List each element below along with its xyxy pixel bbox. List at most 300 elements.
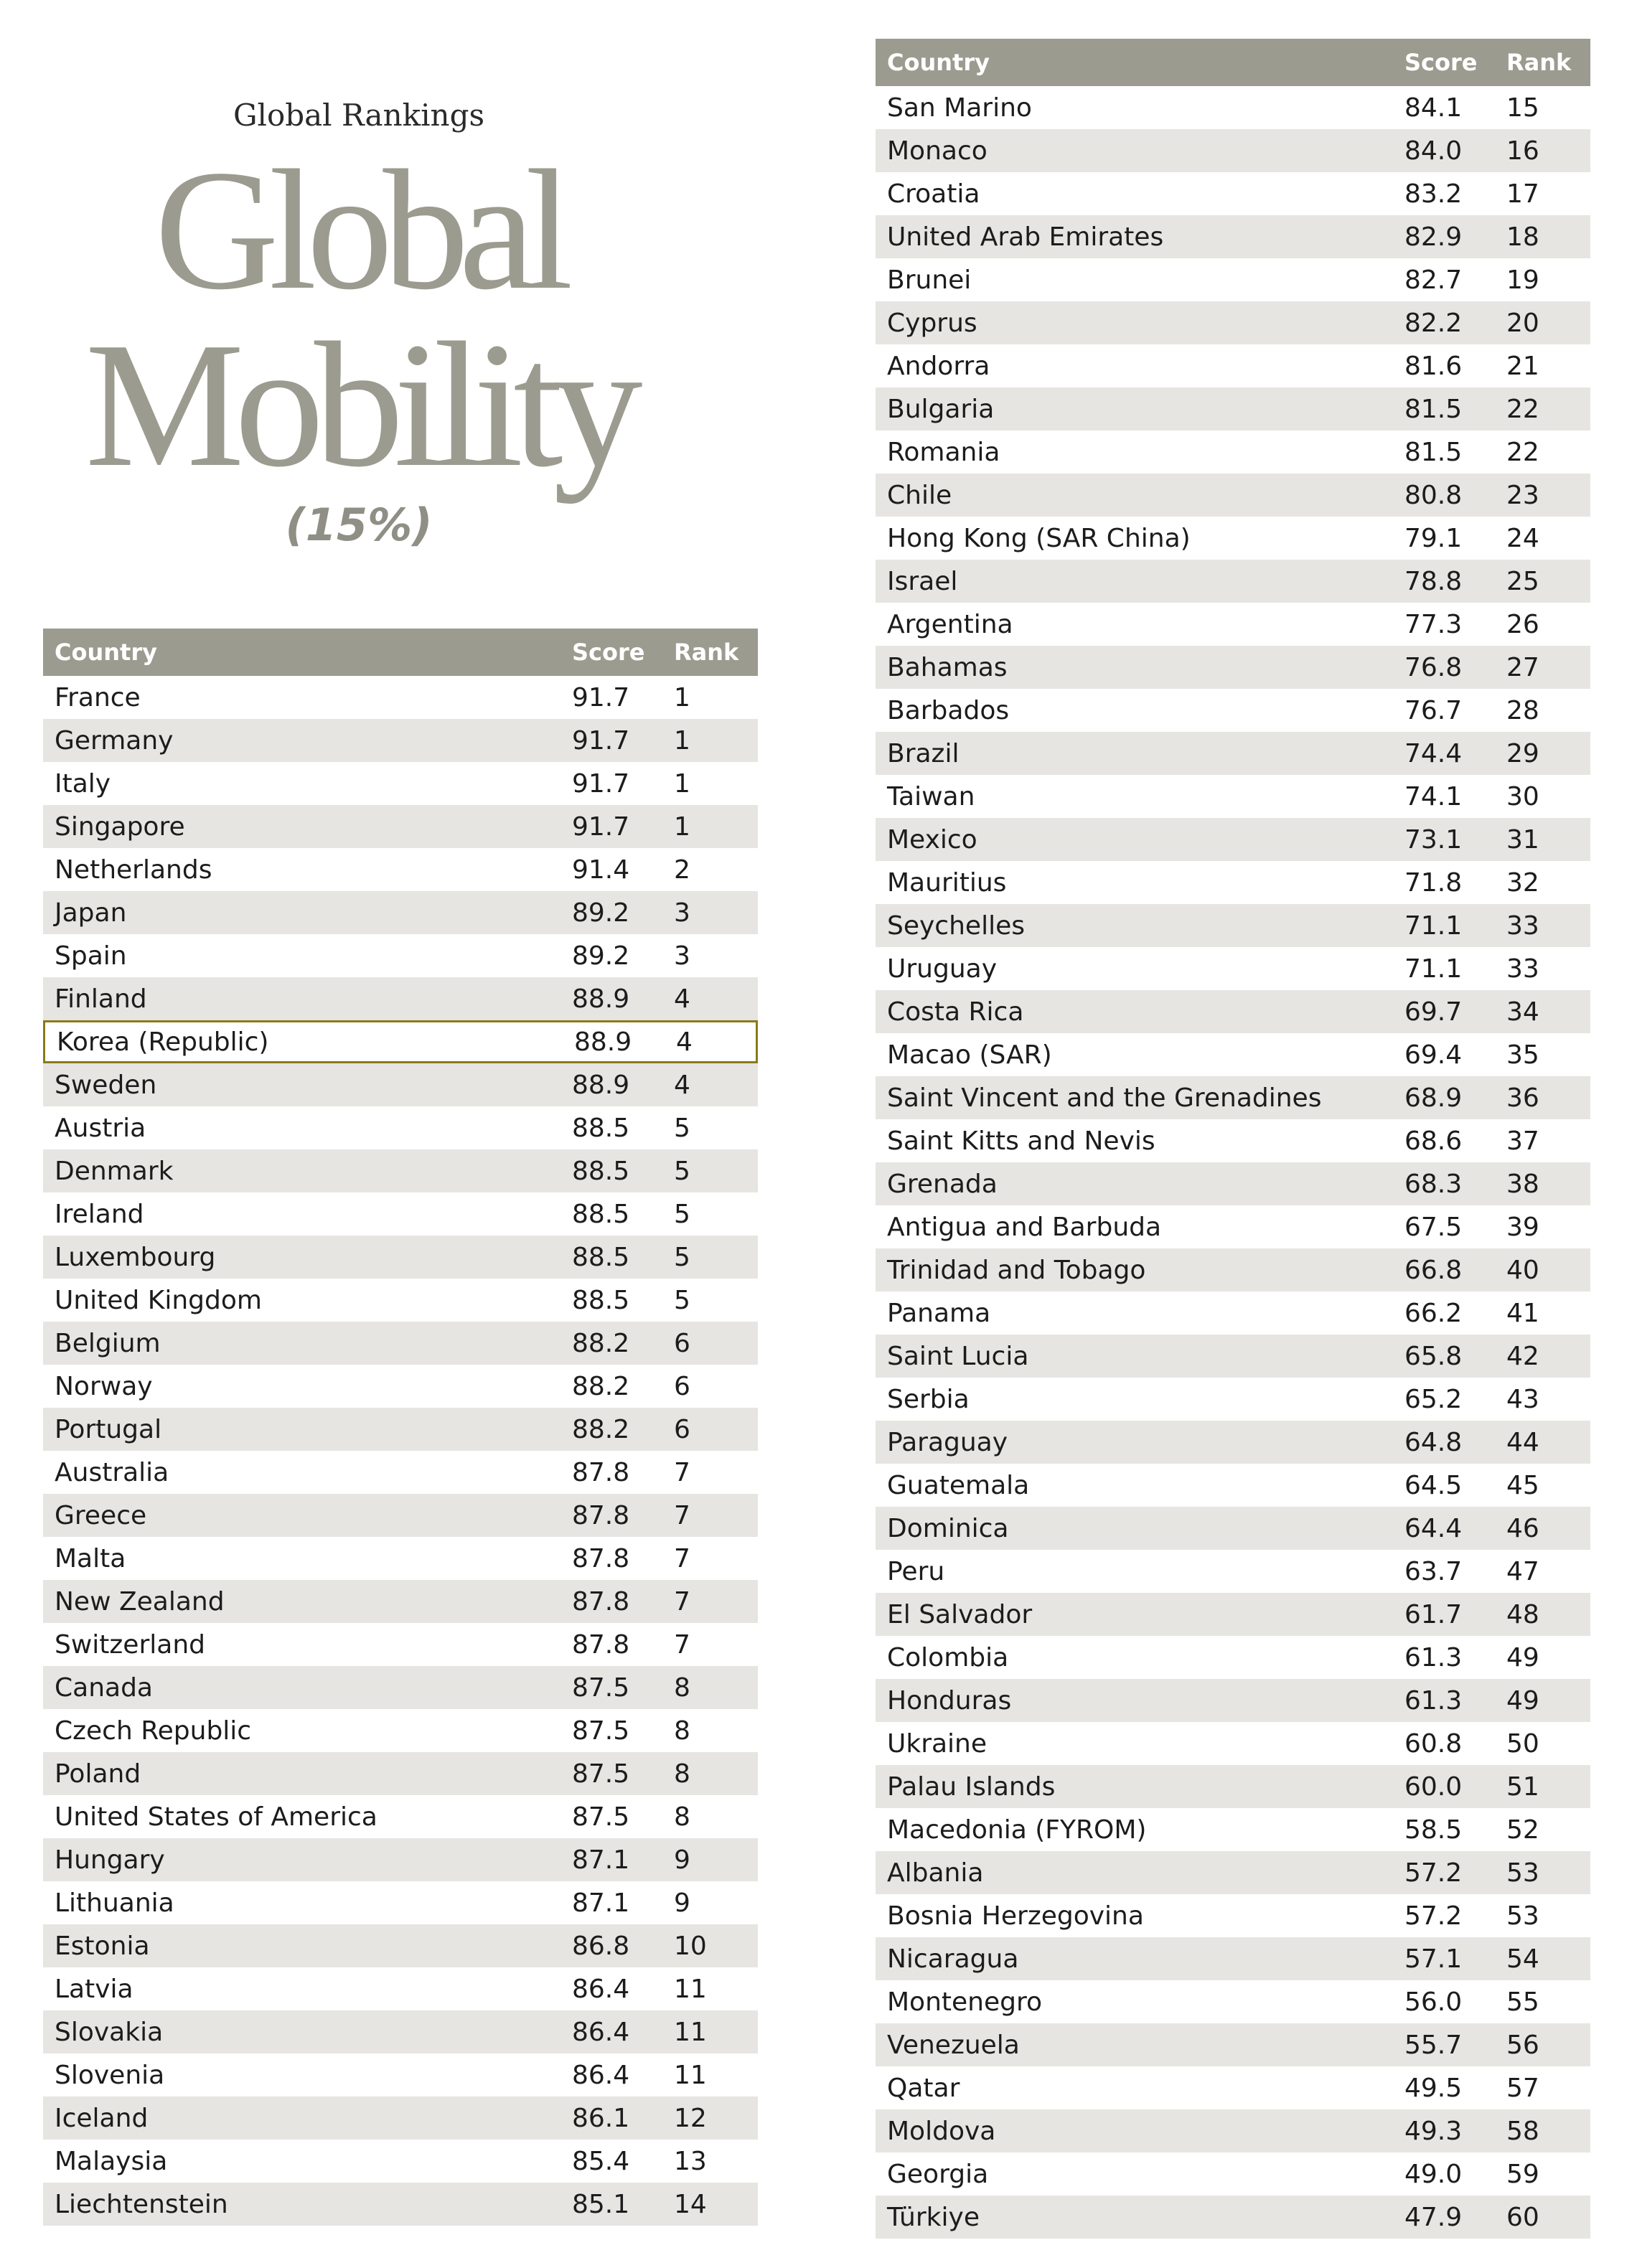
- cell-score: 91.7: [572, 725, 630, 756]
- cell-score: 81.5: [1404, 394, 1463, 424]
- table-row: [876, 1033, 1590, 1076]
- table-row: [876, 947, 1590, 990]
- cell-rank: 53: [1506, 1901, 1539, 1931]
- cell-country: Belgium: [55, 1328, 161, 1358]
- cell-score: 85.4: [572, 2146, 630, 2176]
- cell-score: 69.7: [1404, 997, 1463, 1027]
- column-header-score: Score: [572, 639, 645, 666]
- table-row: [43, 1924, 758, 1967]
- column-header-rank: Rank: [674, 639, 739, 666]
- cell-rank: 25: [1506, 566, 1539, 596]
- table-row: [876, 474, 1590, 517]
- cell-score: 64.5: [1404, 1470, 1463, 1500]
- cell-score: 88.5: [572, 1113, 630, 1143]
- cell-country: Grenada: [887, 1169, 998, 1199]
- cell-country: Korea (Republic): [57, 1027, 269, 1057]
- cell-score: 76.7: [1404, 695, 1463, 725]
- table-row: [876, 775, 1590, 818]
- table-row: [876, 344, 1590, 387]
- cell-score: 68.9: [1404, 1083, 1463, 1113]
- cell-score: 74.4: [1404, 738, 1463, 768]
- cell-rank: 54: [1506, 1944, 1539, 1974]
- cell-country: Hungary: [55, 1845, 165, 1875]
- cell-score: 87.8: [572, 1586, 630, 1617]
- table-row: [43, 1967, 758, 2010]
- cell-rank: 8: [674, 1716, 690, 1746]
- cell-country: Taiwan: [887, 781, 975, 811]
- cell-score: 83.2: [1404, 179, 1463, 209]
- cell-country: France: [55, 682, 141, 712]
- cell-rank: 56: [1506, 2030, 1539, 2060]
- cell-score: 69.4: [1404, 1040, 1463, 1070]
- table-row: [876, 1119, 1590, 1162]
- table-row: [43, 1881, 758, 1924]
- cell-rank: 1: [674, 682, 690, 712]
- cell-score: 87.1: [572, 1845, 630, 1875]
- cell-score: 60.0: [1404, 1771, 1463, 1802]
- cell-country: Israel: [887, 566, 958, 596]
- table-row: [43, 1149, 758, 1192]
- cell-score: 86.4: [572, 2017, 630, 2047]
- cell-rank: 6: [674, 1414, 690, 1444]
- cell-score: 71.1: [1404, 911, 1463, 941]
- cell-score: 87.1: [572, 1888, 630, 1918]
- cell-score: 64.4: [1404, 1513, 1463, 1543]
- cell-rank: 60: [1506, 2202, 1539, 2232]
- cell-country: Uruguay: [887, 954, 997, 984]
- cell-rank: 11: [674, 2017, 707, 2047]
- table-row: [876, 1162, 1590, 1205]
- table-row: [876, 689, 1590, 732]
- cell-score: 63.7: [1404, 1556, 1463, 1586]
- cell-score: 87.8: [572, 1629, 630, 1660]
- table-row: [876, 2109, 1590, 2152]
- cell-country: Austria: [55, 1113, 146, 1143]
- cell-country: Italy: [55, 768, 111, 799]
- cell-rank: 44: [1506, 1427, 1539, 1457]
- table-row: [43, 848, 758, 891]
- table-row: [876, 818, 1590, 861]
- table-row: [876, 904, 1590, 947]
- cell-score: 88.9: [574, 1027, 632, 1057]
- cell-rank: 43: [1506, 1384, 1539, 1414]
- table-body: [876, 86, 1590, 2239]
- cell-score: 87.8: [572, 1500, 630, 1530]
- cell-score: 77.3: [1404, 609, 1463, 639]
- cell-country: Colombia: [887, 1642, 1009, 1672]
- cell-rank: 9: [674, 1845, 690, 1875]
- cell-rank: 28: [1506, 695, 1539, 725]
- cell-rank: 7: [674, 1543, 690, 1573]
- cell-country: Norway: [55, 1371, 153, 1401]
- cell-country: Andorra: [887, 351, 990, 381]
- cell-score: 85.1: [572, 2189, 630, 2219]
- cell-score: 47.9: [1404, 2202, 1463, 2232]
- table-row: [876, 1851, 1590, 1894]
- table-row: [43, 762, 758, 805]
- cell-country: Romania: [887, 437, 1000, 467]
- table-row: [876, 301, 1590, 344]
- table-row: [43, 1537, 758, 1580]
- cell-score: 87.5: [572, 1759, 630, 1789]
- cell-rank: 22: [1506, 394, 1539, 424]
- cell-country: Iceland: [55, 2103, 149, 2133]
- table-row: [876, 1722, 1590, 1765]
- rankings-table-left: [43, 629, 758, 2226]
- table-row: [43, 1322, 758, 1365]
- cell-country: New Zealand: [55, 1586, 225, 1617]
- page-title-line-2: Mobility: [85, 306, 633, 504]
- cell-rank: 1: [674, 725, 690, 756]
- cell-rank: 33: [1506, 911, 1539, 941]
- cell-country: Chile: [887, 480, 952, 510]
- table-row: [876, 215, 1590, 258]
- table-row: [43, 934, 758, 977]
- table-row: [43, 1451, 758, 1494]
- table-row: [876, 1765, 1590, 1808]
- cell-score: 91.7: [572, 768, 630, 799]
- cell-country: Venezuela: [887, 2030, 1020, 2060]
- cell-country: Trinidad and Tobago: [887, 1255, 1146, 1285]
- table-row: [43, 1192, 758, 1236]
- cell-country: Liechtenstein: [55, 2189, 228, 2219]
- cell-score: 66.8: [1404, 1255, 1463, 1285]
- table-row: [876, 560, 1590, 603]
- table-row: [876, 861, 1590, 904]
- cell-rank: 7: [674, 1586, 690, 1617]
- table-row: [876, 1464, 1590, 1507]
- cell-rank: 5: [674, 1242, 690, 1272]
- cell-score: 84.0: [1404, 136, 1463, 166]
- cell-score: 65.2: [1404, 1384, 1463, 1414]
- cell-score: 87.8: [572, 1457, 630, 1487]
- cell-score: 68.3: [1404, 1169, 1463, 1199]
- cell-score: 49.0: [1404, 2159, 1463, 2189]
- cell-score: 82.9: [1404, 222, 1463, 252]
- table-row: [876, 2152, 1590, 2196]
- cell-rank: 35: [1506, 1040, 1539, 1070]
- cell-country: San Marino: [887, 93, 1032, 123]
- cell-country: Bahamas: [887, 652, 1008, 682]
- cell-rank: 16: [1506, 136, 1539, 166]
- table-row: [43, 2097, 758, 2140]
- cell-country: Estonia: [55, 1931, 150, 1961]
- table-row: [43, 1236, 758, 1279]
- table-row: [876, 603, 1590, 646]
- cell-rank: 52: [1506, 1815, 1539, 1845]
- cell-score: 64.8: [1404, 1427, 1463, 1457]
- cell-country: Moldova: [887, 2116, 996, 2146]
- table-row: [876, 1808, 1590, 1851]
- cell-score: 61.3: [1404, 1685, 1463, 1716]
- cell-rank: 7: [674, 1500, 690, 1530]
- cell-score: 87.5: [572, 1802, 630, 1832]
- cell-score: 80.8: [1404, 480, 1463, 510]
- table-row: [43, 1580, 758, 1623]
- table-row: [43, 1666, 758, 1709]
- cell-country: Guatemala: [887, 1470, 1030, 1500]
- page-kicker: Global Rankings: [233, 98, 485, 133]
- table-row: [876, 1507, 1590, 1550]
- table-row: [43, 719, 758, 762]
- cell-country: Malaysia: [55, 2146, 168, 2176]
- cell-rank: 4: [676, 1027, 693, 1057]
- table-row: [876, 86, 1590, 129]
- cell-score: 88.2: [572, 1371, 630, 1401]
- cell-score: 89.2: [572, 941, 630, 971]
- table-row: [43, 2183, 758, 2226]
- table-row: [876, 646, 1590, 689]
- cell-score: 88.5: [572, 1156, 630, 1186]
- cell-country: Czech Republic: [55, 1716, 252, 1746]
- cell-country: Japan: [55, 898, 127, 928]
- table-row: [43, 2053, 758, 2097]
- cell-country: Argentina: [887, 609, 1013, 639]
- cell-score: 88.5: [572, 1242, 630, 1272]
- table-row: [43, 1795, 758, 1838]
- cell-rank: 14: [674, 2189, 707, 2219]
- cell-rank: 34: [1506, 997, 1539, 1027]
- table-row: [876, 430, 1590, 474]
- cell-score: 58.5: [1404, 1815, 1463, 1845]
- table-row: [43, 676, 758, 719]
- table-row: [876, 1205, 1590, 1248]
- cell-rank: 8: [674, 1802, 690, 1832]
- cell-country: Serbia: [887, 1384, 970, 1414]
- table-row: [876, 1076, 1590, 1119]
- table-row: [876, 1937, 1590, 1980]
- cell-country: Latvia: [55, 1974, 133, 2004]
- cell-country: Mauritius: [887, 867, 1007, 898]
- cell-score: 82.2: [1404, 308, 1463, 338]
- table-row: [43, 1752, 758, 1795]
- cell-score: 91.7: [572, 682, 630, 712]
- table-row: [43, 1279, 758, 1322]
- table-row: [876, 2196, 1590, 2239]
- table-row: [43, 1709, 758, 1752]
- table-row: [43, 891, 758, 934]
- page-title-line-1: Global: [154, 134, 563, 325]
- cell-rank: 6: [674, 1371, 690, 1401]
- column-header-score: Score: [1404, 49, 1478, 76]
- cell-rank: 1: [674, 811, 690, 842]
- cell-score: 88.9: [572, 984, 630, 1014]
- cell-country: Canada: [55, 1672, 153, 1703]
- cell-score: 78.8: [1404, 566, 1463, 596]
- cell-rank: 5: [674, 1113, 690, 1143]
- table-row: [876, 2023, 1590, 2066]
- cell-country: Antigua and Barbuda: [887, 1212, 1162, 1242]
- table-header: [43, 629, 758, 676]
- cell-rank: 58: [1506, 2116, 1539, 2146]
- cell-country: El Salvador: [887, 1599, 1033, 1629]
- cell-score: 86.8: [572, 1931, 630, 1961]
- cell-score: 89.2: [572, 898, 630, 928]
- table-row: [876, 1378, 1590, 1421]
- cell-score: 88.9: [572, 1070, 630, 1100]
- cell-score: 71.8: [1404, 867, 1463, 898]
- cell-rank: 5: [674, 1199, 690, 1229]
- cell-rank: 18: [1506, 222, 1539, 252]
- table-row: [43, 1365, 758, 1408]
- cell-country: United Arab Emirates: [887, 222, 1164, 252]
- table-row: [43, 805, 758, 848]
- cell-score: 88.5: [572, 1285, 630, 1315]
- table-row: [876, 2066, 1590, 2109]
- cell-country: Barbados: [887, 695, 1010, 725]
- cell-rank: 11: [674, 2060, 707, 2090]
- cell-score: 57.2: [1404, 1901, 1463, 1931]
- cell-country: Saint Lucia: [887, 1341, 1029, 1371]
- cell-rank: 13: [674, 2146, 707, 2176]
- table-header: [876, 39, 1590, 86]
- cell-country: Macao (SAR): [887, 1040, 1052, 1070]
- table-row: [43, 1494, 758, 1537]
- cell-rank: 8: [674, 1759, 690, 1789]
- cell-score: 61.7: [1404, 1599, 1463, 1629]
- cell-rank: 1: [674, 768, 690, 799]
- cell-rank: 51: [1506, 1771, 1539, 1802]
- cell-score: 79.1: [1404, 523, 1463, 553]
- cell-rank: 48: [1506, 1599, 1539, 1629]
- cell-country: Albania: [887, 1858, 984, 1888]
- cell-country: United States of America: [55, 1802, 377, 1832]
- cell-score: 88.2: [572, 1414, 630, 1444]
- cell-score: 49.3: [1404, 2116, 1463, 2146]
- cell-country: Croatia: [887, 179, 980, 209]
- table-row: [876, 990, 1590, 1033]
- cell-rank: 42: [1506, 1341, 1539, 1371]
- cell-score: 87.5: [572, 1716, 630, 1746]
- cell-rank: 32: [1506, 867, 1539, 898]
- cell-rank: 4: [674, 1070, 690, 1100]
- cell-country: Georgia: [887, 2159, 989, 2189]
- cell-score: 91.7: [572, 811, 630, 842]
- table-row: [876, 1593, 1590, 1636]
- cell-score: 57.2: [1404, 1858, 1463, 1888]
- cell-country: Singapore: [55, 811, 185, 842]
- cell-rank: 50: [1506, 1728, 1539, 1759]
- table-row: [876, 1291, 1590, 1335]
- cell-country: Macedonia (FYROM): [887, 1815, 1147, 1845]
- cell-country: Honduras: [887, 1685, 1012, 1716]
- table-row: [43, 1063, 758, 1106]
- table-row: [43, 2010, 758, 2053]
- table-row: [876, 1894, 1590, 1937]
- cell-rank: 11: [674, 1974, 707, 2004]
- cell-rank: 39: [1506, 1212, 1539, 1242]
- cell-country: Türkiye: [887, 2202, 980, 2232]
- cell-rank: 4: [674, 984, 690, 1014]
- cell-score: 67.5: [1404, 1212, 1463, 1242]
- cell-score: 49.5: [1404, 2073, 1463, 2103]
- cell-score: 88.5: [572, 1199, 630, 1229]
- table-row: [876, 1248, 1590, 1291]
- cell-rank: 24: [1506, 523, 1539, 553]
- table-row: [876, 1335, 1590, 1378]
- cell-rank: 3: [674, 941, 690, 971]
- table-row: [876, 258, 1590, 301]
- cell-country: Montenegro: [887, 1987, 1043, 2017]
- table-row: [43, 977, 758, 1020]
- cell-rank: 3: [674, 898, 690, 928]
- column-header-country: Country: [55, 639, 157, 666]
- cell-rank: 40: [1506, 1255, 1539, 1285]
- cell-rank: 31: [1506, 824, 1539, 855]
- cell-rank: 5: [674, 1285, 690, 1315]
- cell-country: Brazil: [887, 738, 960, 768]
- cell-country: Costa Rica: [887, 997, 1024, 1027]
- cell-score: 55.7: [1404, 2030, 1463, 2060]
- cell-rank: 23: [1506, 480, 1539, 510]
- rankings-table-right: [876, 39, 1590, 2239]
- table-row: [876, 129, 1590, 172]
- cell-rank: 20: [1506, 308, 1539, 338]
- table-row: [876, 1636, 1590, 1679]
- cell-score: 84.1: [1404, 93, 1463, 123]
- cell-rank: 10: [674, 1931, 707, 1961]
- cell-country: Cyprus: [887, 308, 977, 338]
- cell-rank: 53: [1506, 1858, 1539, 1888]
- table-row: [876, 387, 1590, 430]
- cell-rank: 17: [1506, 179, 1539, 209]
- column-header-country: Country: [887, 49, 990, 76]
- cell-country: Slovakia: [55, 2017, 164, 2047]
- cell-country: Seychelles: [887, 911, 1025, 941]
- cell-score: 60.8: [1404, 1728, 1463, 1759]
- cell-score: 66.2: [1404, 1298, 1463, 1328]
- cell-score: 73.1: [1404, 824, 1463, 855]
- cell-rank: 46: [1506, 1513, 1539, 1543]
- cell-rank: 29: [1506, 738, 1539, 768]
- cell-score: 57.1: [1404, 1944, 1463, 1974]
- cell-rank: 49: [1506, 1685, 1539, 1716]
- table-row: [43, 1106, 758, 1149]
- cell-score: 91.4: [572, 855, 630, 885]
- cell-score: 74.1: [1404, 781, 1463, 811]
- cell-rank: 36: [1506, 1083, 1539, 1113]
- cell-rank: 38: [1506, 1169, 1539, 1199]
- cell-country: United Kingdom: [55, 1285, 262, 1315]
- cell-score: 87.5: [572, 1672, 630, 1703]
- cell-country: Luxembourg: [55, 1242, 216, 1272]
- cell-rank: 27: [1506, 652, 1539, 682]
- cell-country: Panama: [887, 1298, 991, 1328]
- cell-country: Hong Kong (SAR China): [887, 523, 1191, 553]
- cell-country: Saint Vincent and the Grenadines: [887, 1083, 1322, 1113]
- weight-percent: (15%): [285, 499, 433, 551]
- cell-country: Poland: [55, 1759, 141, 1789]
- cell-score: 87.8: [572, 1543, 630, 1573]
- cell-country: Peru: [887, 1556, 945, 1586]
- cell-score: 61.3: [1404, 1642, 1463, 1672]
- cell-rank: 21: [1506, 351, 1539, 381]
- cell-country: Ireland: [55, 1199, 144, 1229]
- cell-rank: 47: [1506, 1556, 1539, 1586]
- cell-country: Netherlands: [55, 855, 212, 885]
- cell-country: Palau Islands: [887, 1771, 1056, 1802]
- cell-country: Finland: [55, 984, 147, 1014]
- cell-country: Qatar: [887, 2073, 960, 2103]
- cell-rank: 59: [1506, 2159, 1539, 2189]
- cell-rank: 7: [674, 1457, 690, 1487]
- cell-score: 86.1: [572, 2103, 630, 2133]
- cell-score: 86.4: [572, 1974, 630, 2004]
- cell-country: Greece: [55, 1500, 147, 1530]
- cell-score: 76.8: [1404, 652, 1463, 682]
- table-row: [876, 172, 1590, 215]
- cell-country: Mexico: [887, 824, 977, 855]
